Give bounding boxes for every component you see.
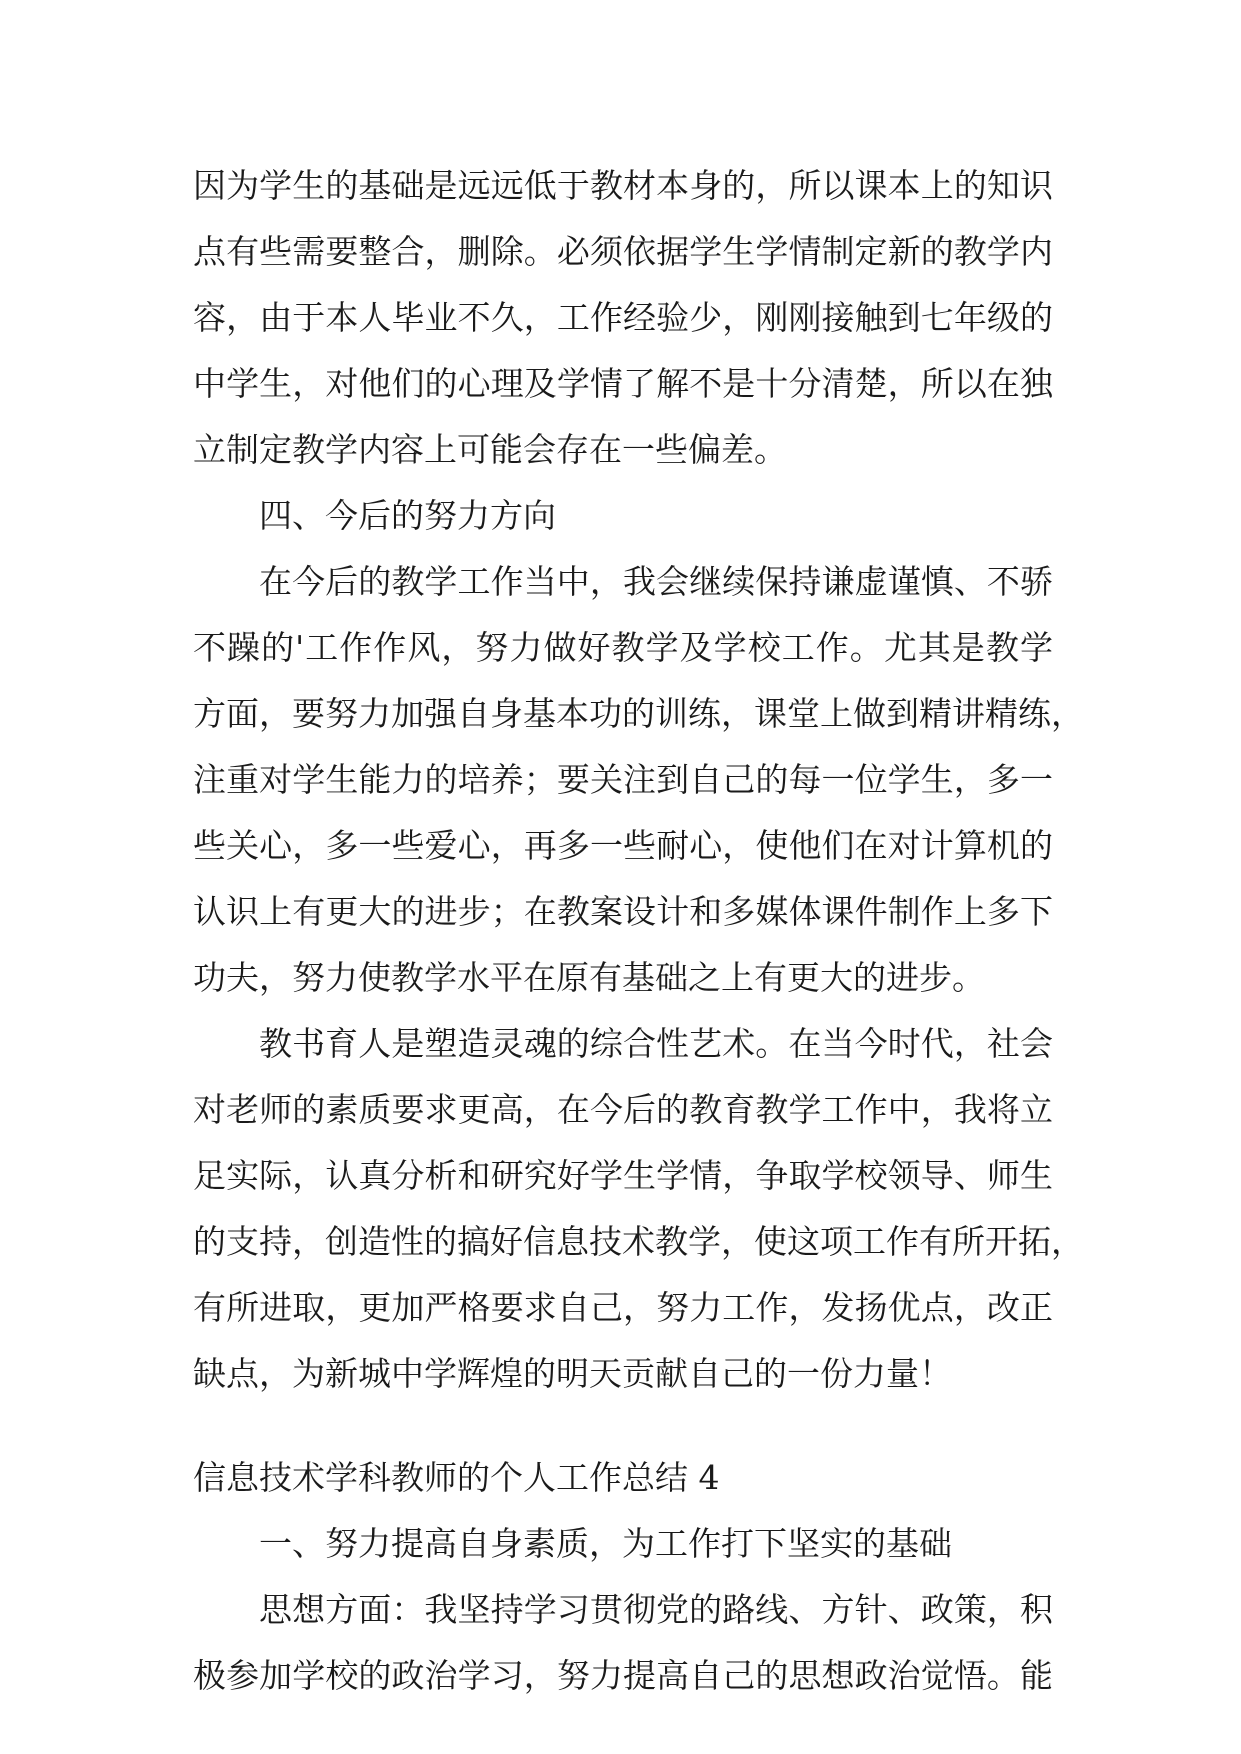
text-line: 点有些需要整合，删除。必须依据学生学情制定新的教学内 [193, 232, 1053, 271]
text-line: 有所进取，更加严格要求自己，努力工作，发扬优点，改正 [193, 1288, 1053, 1327]
text-line: 教书育人是塑造灵魂的综合性艺术。在当今时代，社会 [259, 1024, 1053, 1063]
text-line: 认识上有更大的进步；在教案设计和多媒体课件制作上多下 [193, 892, 1053, 931]
section-heading: 四、今后的努力方向 [259, 496, 556, 535]
document-title: 信息技术学科教师的个人工作总结 4 [193, 1458, 720, 1497]
text-line: 注重对学生能力的培养；要关注到自己的每一位学生，多一 [193, 760, 1053, 799]
text-line: 中学生，对他们的心理及学情了解不是十分清楚，所以在独 [193, 364, 1053, 403]
text-line: 因为学生的基础是远远低于教材本身的，所以课本上的知识 [193, 166, 1053, 205]
text-line: 些关心，多一些爱心，再多一些耐心，使他们在对计算机的 [193, 826, 1053, 865]
text-line: 容，由于本人毕业不久，工作经验少，刚刚接触到七年级的 [193, 298, 1053, 337]
text-line: 足实际，认真分析和研究好学生学情，争取学校领导、师生 [193, 1156, 1053, 1195]
section-heading: 一、努力提高自身素质，为工作打下坚实的基础 [259, 1524, 952, 1563]
text-line: 功夫，努力使教学水平在原有基础之上有更大的进步。 [193, 958, 985, 997]
text-line: 的支持，创造性的搞好信息技术教学，使这项工作有所开拓， [193, 1222, 1084, 1261]
text-line: 不躁的'工作作风，努力做好教学及学校工作。尤其是教学 [193, 628, 1053, 667]
text-line: 方面，要努力加强自身基本功的训练，课堂上做到精讲精练， [193, 694, 1084, 733]
text-line: 对老师的素质要求更高，在今后的教育教学工作中，我将立 [193, 1090, 1053, 1129]
text-line: 在今后的教学工作当中，我会继续保持谦虚谨慎、不骄 [259, 562, 1053, 601]
text-line: 极参加学校的政治学习，努力提高自己的思想政治觉悟。能 [193, 1656, 1053, 1695]
text-line: 缺点，为新城中学辉煌的明天贡献自己的一份力量！ [193, 1354, 952, 1393]
text-line: 立制定教学内容上可能会存在一些偏差。 [193, 430, 787, 469]
text-line: 思想方面：我坚持学习贯彻党的路线、方针、政策，积 [259, 1590, 1053, 1629]
